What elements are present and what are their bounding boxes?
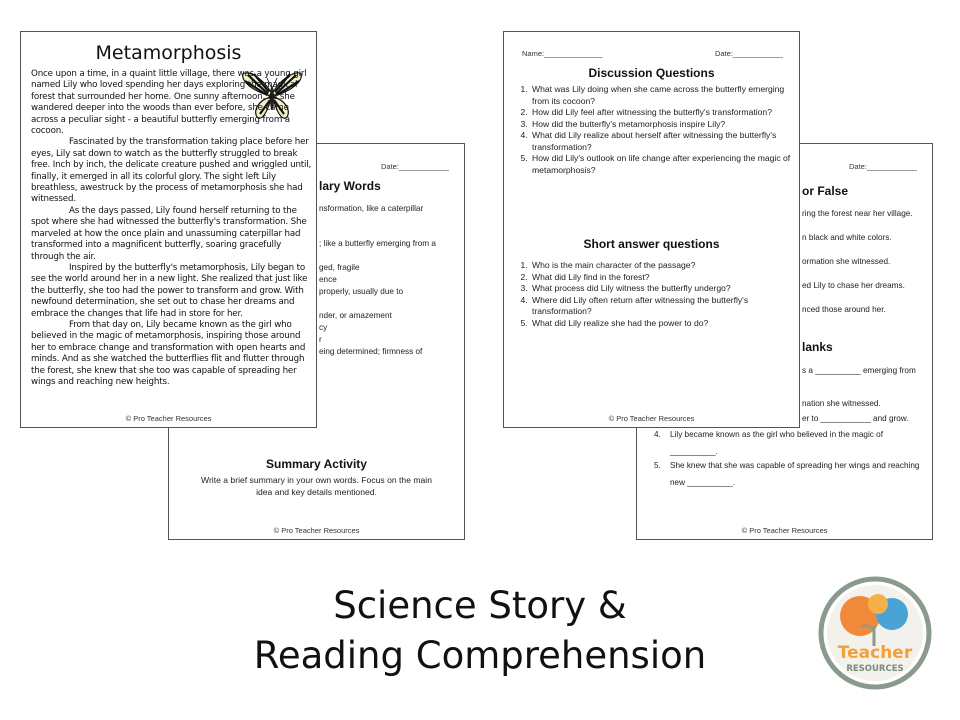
- page-footer: © Pro Teacher Resources: [608, 414, 695, 423]
- date-label: Date:____________: [715, 49, 783, 58]
- summary-activity-title: Summary Activity: [266, 457, 367, 471]
- fill-blanks-title: lanks: [802, 340, 833, 354]
- blank-line: nation she witnessed.: [802, 399, 881, 408]
- banner-title-line-2: Reading Comprehension: [253, 634, 707, 677]
- banner-title-line-1: Science Story &: [333, 584, 627, 627]
- vocab-line: eing determined; firmness of: [319, 347, 423, 356]
- story-title: Metamorphosis: [95, 42, 242, 64]
- tf-line: ormation she witnessed.: [802, 257, 891, 266]
- blank-item-text: She knew that she was capable of spreading her wings and reaching: [670, 461, 920, 470]
- discussion-question: 2. How did Lily feel after witnessing the butterfly's transformation?: [530, 107, 795, 119]
- discussion-title: Discussion Questions: [588, 66, 715, 80]
- date-label: Date:____________: [381, 162, 449, 171]
- page-footer: © Pro Teacher Resources: [273, 526, 360, 535]
- short-answer-question: 3. What process did Lily witness the butterfly undergo?: [530, 283, 795, 295]
- vocab-line: ged, fragile: [319, 263, 360, 272]
- short-answer-question: 4. Where did Lily often return after witnessing the butterfly's transformation?: [530, 295, 795, 318]
- vocab-line: cy: [319, 323, 328, 332]
- vocab-line: r: [319, 335, 322, 344]
- story-paragraph: From that day on, Lily became known as the girl who believed in the magic of metamorphosis, inspiring those around her to embrace change and transformation with open hearts and minds. And as she watched the butterflies flit and flutter through the forest, she knew that she too was capable of spreading her wings and reaching new heights.: [31, 319, 306, 387]
- story-paragraph: Once upon a time, in a quaint little village, there was a young girl named Lily who loved spending her days exploring the magical forest that surrounded her home. One sunny afternoon, as she wandered deeper into the woods than ever before, she came across a peculiar sight - a beautiful butterfly emerging from a cocoon.: [31, 69, 307, 137]
- story-text: [31, 69, 313, 388]
- short-answer-list: [510, 260, 795, 329]
- blank-item-number: 5.: [654, 461, 661, 470]
- vocab-line: properly, usually due to: [319, 287, 404, 296]
- story-paragraph: Fascinated by the transformation taking place before her eyes, Lily sat down to watch as the butterfly struggled to break free. Inch by inch, the delicate creature pushed and wriggled until, finally, it emerged in all its colorful glory. The sight left Lily breathless, awestruck by the process of metamorphosis she had witnessed.: [31, 137, 312, 205]
- page-footer: © Pro Teacher Resources: [125, 414, 212, 423]
- blank-line: er to ___________ and grow.: [802, 414, 909, 423]
- vocab-line: nsformation, like a caterpillar: [319, 204, 424, 213]
- discussion-question: 4. What did Lily realize about herself after witnessing the butterfly's transformation?: [530, 130, 795, 153]
- discussion-question: 5. How did Lily's outlook on life change after experiencing the magic of metamorphosis?: [530, 153, 795, 176]
- discussion-question: 3. How did the butterfly's metamorphosis inspire Lily?: [530, 119, 795, 131]
- blank-item-number: 4.: [654, 430, 661, 439]
- teacher-resources-logo: [818, 576, 932, 690]
- true-false-title: or False: [802, 184, 849, 198]
- story-page: [20, 31, 317, 428]
- vocab-line: nder, or amazement: [319, 311, 392, 320]
- story-paragraph: Inspired by the butterfly's metamorphosis, Lily began to see the world around her in a new light. She realized that just like the butterfly, she too had the power to transform and grow. With newfound determination, she set out to chase her dreams and embrace the changes that life had in store for her.: [31, 262, 308, 319]
- summary-instructions: Write a brief summary in your own words. Focus on the main idea and key details mentioned.: [200, 475, 432, 497]
- tf-line: n black and white colors.: [802, 233, 892, 242]
- vocabulary-title: lary Words: [319, 179, 381, 193]
- tf-line: ed Lily to chase her dreams.: [802, 281, 905, 290]
- discussion-question-list: [510, 84, 795, 176]
- page-footer: © Pro Teacher Resources: [741, 526, 828, 535]
- name-label: Name:______________: [522, 49, 603, 58]
- story-paragraph: As the days passed, Lily found herself returning to the spot where she had witnessed the butterfly's transformation. She marveled at how the once plain and unassuming caterpillar had transformed into a magnificent butterfly, soaring gracefully through the air.: [31, 205, 307, 262]
- blank-item-answer: __________.: [670, 447, 718, 456]
- logo-text: Teacher: [837, 643, 913, 663]
- short-answer-title: Short answer questions: [583, 237, 720, 251]
- tf-line: ring the forest near her village.: [802, 209, 913, 218]
- blank-item-answer: new __________.: [670, 478, 736, 487]
- vocab-line: ence: [319, 275, 337, 284]
- short-answer-question: 5. What did Lily realize she had the power to do?: [530, 318, 795, 330]
- blank-item-text: Lily became known as the girl who believed in the magic of: [670, 430, 883, 439]
- vocab-line: ; like a butterfly emerging from a: [319, 239, 436, 248]
- blank-line: s a __________ emerging from: [802, 366, 916, 375]
- discussion-question: 1. What was Lily doing when she came across the butterfly emerging from its cocoon?: [530, 84, 795, 107]
- date-label: Date:____________: [849, 162, 917, 171]
- logo-subtext: RESOURCES: [846, 664, 904, 674]
- discussion-questions-page: [503, 31, 800, 428]
- short-answer-question: 1. Who is the main character of the passage?: [530, 260, 795, 272]
- tf-line: nced those around her.: [802, 305, 886, 314]
- short-answer-question: 2. What did Lily find in the forest?: [530, 272, 795, 284]
